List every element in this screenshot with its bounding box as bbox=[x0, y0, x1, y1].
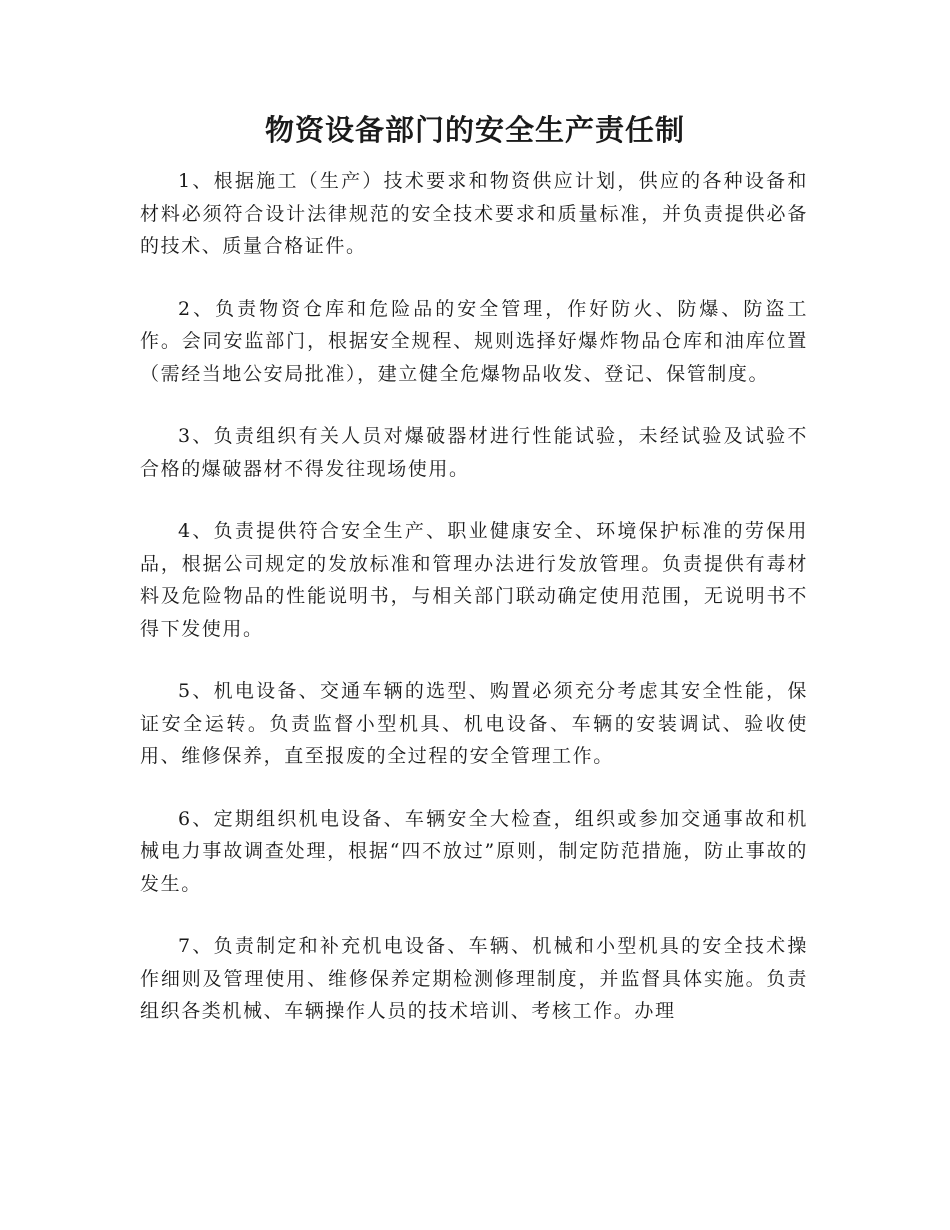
paragraph-4: 4、负责提供符合安全生产、职业健康安全、环境保护标准的劳保用品，根据公司规定的发放标准和管理办法进行发放管理。负责提供有毒材料及危险物品的性能说明书，与相关部门联动确定使用范围，无说明书不得下发使用。 bbox=[140, 520, 808, 640]
document-body bbox=[140, 165, 808, 1058]
paragraph-6: 6、定期组织机电设备、车辆安全大检查，组织或参加交通事故和机械电力事故调查处理，根据“四不放过”原则，制定防范措施，防止事故的发生。 bbox=[140, 807, 808, 895]
paragraph-3: 3、负责组织有关人员对爆破器材进行性能试验，未经试验及试验不合格的爆破器材不得发往现场使用。 bbox=[140, 425, 808, 480]
paragraph-1: 1、根据施工（生产）技术要求和物资供应计划，供应的各种设备和材料必须符合设计法律规范的安全技术要求和质量标准，并负责提供必备的技术、质量合格证件。 bbox=[140, 170, 808, 257]
paragraph-7: 7、负责制定和补充机电设备、车辆、机械和小型机具的安全技术操作细则及管理使用、维修保养定期检测修理制度，并监督具体实施。负责组织各类机械、车辆操作人员的技术培训、考核工作。办理 bbox=[140, 935, 808, 1022]
paragraph-2: 2、负责物资仓库和危险品的安全管理，作好防火、防爆、防盗工作。会同安监部门，根据安全规程、规则选择好爆炸物品仓库和油库位置（需经当地公安局批准），建立健全危爆物品收发、登记、保管制度。 bbox=[140, 297, 808, 385]
paragraph-5: 5、机电设备、交通车辆的选型、购置必须充分考虑其安全性能，保证安全运转。负责监督小型机具、机电设备、车辆的安装调试、验收使用、维修保养，直至报废的全过程的安全管理工作。 bbox=[140, 680, 808, 767]
document-title: 物资设备部门的安全生产责任制 bbox=[264, 113, 685, 147]
